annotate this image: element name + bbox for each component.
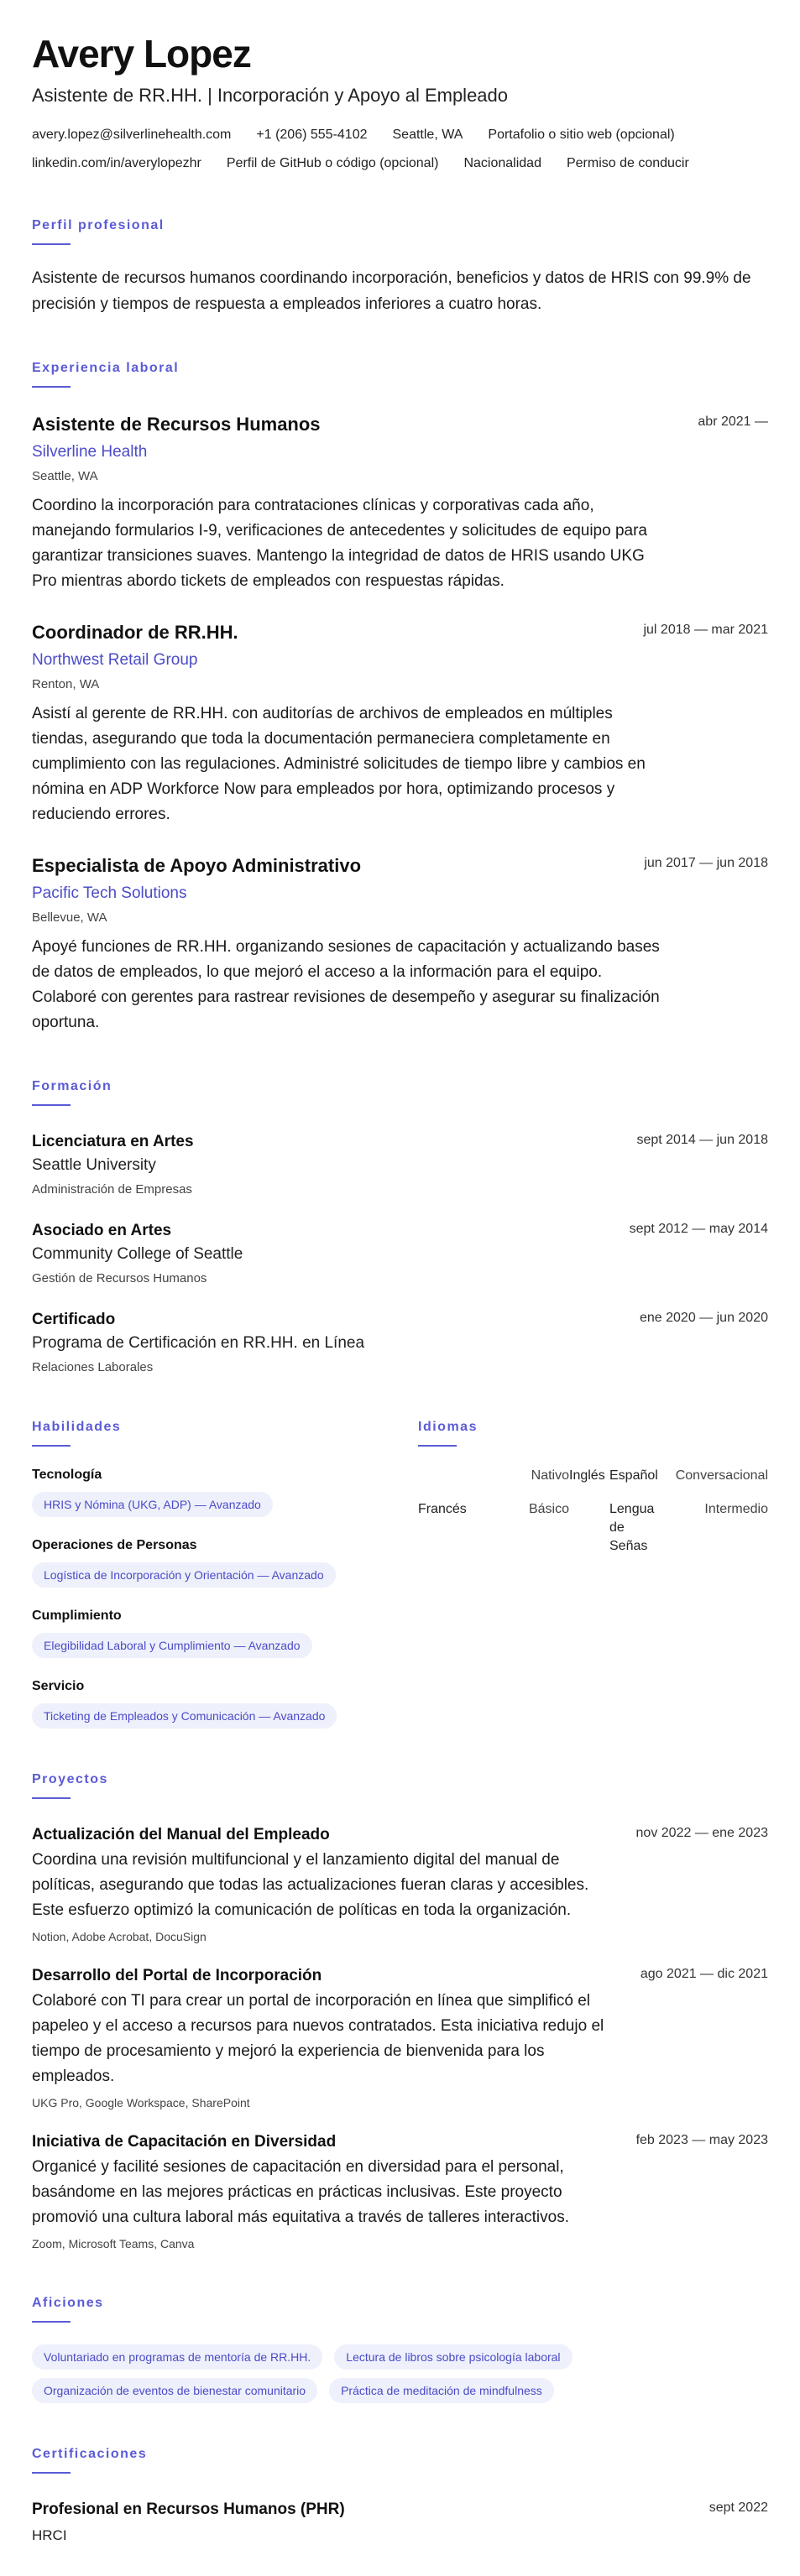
certification-entry — [32, 2499, 768, 2546]
job-company: Pacific Tech Solutions — [32, 884, 187, 902]
job-title: Coordinador de RR.HH. — [32, 622, 238, 643]
education-school: Seattle University — [32, 1156, 156, 1174]
education-field: Administración de Empresas — [32, 1182, 192, 1197]
job-location: Seattle, WA — [32, 469, 98, 483]
section-divider — [32, 2472, 71, 2474]
education-school: Community College of Seattle — [32, 1245, 243, 1263]
section-divider — [32, 1797, 71, 1799]
certification-date: sept 2022 — [708, 2500, 768, 2515]
job-company: Silverline Health — [32, 443, 148, 461]
skills-heading: Habilidades — [32, 1420, 122, 1434]
languages-heading: Idiomas — [418, 1420, 478, 1434]
profile-heading: Perfil profesional — [32, 218, 165, 232]
job-date: jun 2017 — jun 2018 — [644, 856, 768, 870]
job-description: Coordino la incorporación para contrataciones clínicas y corporativas cada año, manejando formularios I-9, verificaciones de antecedentes y solicitudes de equipo para garantizar transiciones suaves. Mantengo la integridad de datos de HRIS usando UKG Pro mientras abordo tickets de empleados con respuestas rápidas. — [32, 497, 647, 590]
education-section — [32, 1079, 768, 1376]
skills-section — [32, 1420, 385, 1729]
project-title: Desarrollo del Portal de Incorporación — [32, 1967, 322, 1984]
job-description: Apoyé funciones de RR.HH. organizando sesiones de capacitación y actualizando bases de datos de empleados, lo que mejoró el acceso a la información para el equipo. Colaboré con gerentes para rastrear revisiones de desempeño y asegurar su finalización oportuna. — [32, 938, 660, 1031]
education-school: Programa de Certificación en RR.HH. en Línea — [32, 1334, 365, 1352]
project-title: Actualización del Manual del Empleado — [32, 1826, 330, 1843]
projects-section — [32, 1772, 768, 2252]
contact-linkedin[interactable]: linkedin.com/in/averylopezhr — [32, 156, 201, 170]
job-entry — [32, 621, 768, 827]
project-entry — [32, 2131, 768, 2252]
job-title: Asistente de Recursos Humanos — [32, 414, 321, 435]
project-description: Coordina una revisión multifuncional y el lanzamiento digital del manual de políticas, asegurando que todas las actualizaciones fueran claras y accesibles. Este esfuerzo optimizó la comunicación de políticas en toda la organización. — [32, 1851, 589, 1919]
languages-list — [418, 1467, 768, 1556]
education-date: sept 2014 — jun 2018 — [636, 1133, 768, 1147]
language-name: Español — [609, 1468, 658, 1483]
contact-phone[interactable]: +1 (206) 555-4102 — [256, 128, 368, 142]
skill-category: Tecnología — [32, 1468, 102, 1482]
education-entry — [32, 1220, 768, 1287]
language-level: Intermedio — [704, 1502, 768, 1516]
candidate-name: Avery Lopez — [32, 32, 251, 76]
hobby-pill: Voluntariado en programas de mentoría de RR.HH. — [32, 2344, 322, 2370]
project-entry — [32, 1824, 768, 1945]
project-tools: Zoom, Microsoft Teams, Canva — [32, 2237, 195, 2250]
contact-portfolio[interactable]: Portafolio o sitio web (opcional) — [488, 128, 675, 142]
language-level: Básico — [528, 1502, 569, 1516]
hobbies-section — [32, 2296, 768, 2403]
contact-driving-license: Permiso de conducir — [566, 156, 689, 170]
education-date: ene 2020 — jun 2020 — [639, 1311, 768, 1325]
language-level: Nativo — [531, 1468, 569, 1483]
project-date: nov 2022 — ene 2023 — [635, 1826, 768, 1840]
hobbies-heading: Aficiones — [32, 2296, 104, 2310]
project-description: Colaboré con TI para crear un portal de incorporación en línea que simplificó el papeleo y el acceso a recursos para nuevos contratados. Esta iniciativa redujo el tiempo de procesamiento y mejoró la experiencia de bienvenida para los empleados. — [32, 1992, 604, 2085]
project-tools: UKG Pro, Google Workspace, SharePoint — [32, 2096, 250, 2109]
languages-section — [418, 1420, 768, 1729]
skill-category: Operaciones de Personas — [32, 1538, 197, 1552]
education-degree: Licenciatura en Artes — [32, 1133, 194, 1150]
hobby-pill: Organización de eventos de bienestar comunitario — [32, 2378, 317, 2403]
project-title: Iniciativa de Capacitación en Diversidad — [32, 2133, 337, 2151]
hobby-pill: Lectura de libros sobre psicología laboral — [334, 2344, 572, 2370]
job-title: Especialista de Apoyo Administrativo — [32, 855, 362, 876]
language-name: Francés — [418, 1502, 467, 1516]
skill-pill: Ticketing de Empleados y Comunicación — Avanzado — [32, 1703, 337, 1729]
contact-nationality: Nacionalidad — [463, 156, 541, 170]
project-date: feb 2023 — may 2023 — [635, 2133, 768, 2147]
education-degree: Asociado en Artes — [32, 1222, 172, 1239]
job-entry — [32, 413, 768, 594]
resume-header — [32, 32, 768, 178]
education-entry — [32, 1309, 768, 1376]
job-entry — [32, 854, 768, 1035]
education-degree: Certificado — [32, 1311, 116, 1328]
skill-category: Cumplimiento — [32, 1609, 122, 1623]
contact-email[interactable]: avery.lopez@silverlinehealth.com — [32, 128, 232, 142]
job-location: Renton, WA — [32, 677, 100, 691]
project-entry — [32, 1965, 768, 2111]
job-description: Asistí al gerente de RR.HH. con auditorías de archivos de empleados en múltiples tiendas, asegurando que toda la documentación permaneciera completamente en cumplimiento con las regulaciones. Administré solicitudes de tiempo libre y cambios en nómina en ADP Workforce Now para empleados por hora, optimizando procesos y reduciendo errores. — [32, 705, 646, 823]
education-field: Relaciones Laborales — [32, 1360, 154, 1374]
skill-pill: HRIS y Nómina (UKG, ADP) — Avanzado — [32, 1492, 273, 1517]
skills-languages-row — [32, 1420, 768, 1729]
skill-category: Servicio — [32, 1679, 85, 1693]
language-level: Conversacional — [675, 1468, 768, 1483]
contact-location: Seattle, WA — [392, 128, 463, 142]
education-date: sept 2012 — may 2014 — [629, 1222, 768, 1236]
certification-name: Profesional en Recursos Humanos (PHR) — [32, 2500, 345, 2518]
job-date: abr 2021 — — [698, 415, 768, 429]
section-divider — [32, 1104, 71, 1106]
hobby-pill: Práctica de meditación de mindfulness — [329, 2378, 554, 2403]
project-description: Organicé y facilité sesiones de capacitación en diversidad para el personal, basándome en las mejores prácticas en prácticas inclusivas. Este proyecto promovió una cultura laboral más equitativa a través de talleres interactivos. — [32, 2158, 569, 2226]
contact-github[interactable]: Perfil de GitHub o código (opcional) — [226, 156, 439, 170]
skill-pill: Logística de Incorporación y Orientación — Avanzado — [32, 1562, 336, 1588]
experience-heading: Experiencia laboral — [32, 361, 180, 375]
language-name: Inglés — [569, 1468, 605, 1483]
experience-section — [32, 361, 768, 1035]
certifications-section — [32, 2447, 768, 2546]
project-date: ago 2021 — dic 2021 — [640, 1967, 768, 1981]
section-divider — [418, 1445, 457, 1447]
section-divider — [32, 243, 71, 245]
job-location: Bellevue, WA — [32, 910, 107, 925]
education-entry — [32, 1131, 768, 1198]
job-company: Northwest Retail Group — [32, 651, 198, 669]
language-name: Lengua de Señas — [609, 1502, 655, 1553]
job-date: jul 2018 — mar 2021 — [643, 623, 768, 637]
profile-summary: Asistente de recursos humanos coordinando incorporación, beneficios y datos de HRIS con 99.9% de precisión y tiempos de respuesta a empleados inferiores a cuatro horas. — [32, 269, 751, 313]
education-field: Gestión de Recursos Humanos — [32, 1271, 207, 1285]
section-divider — [32, 2321, 71, 2323]
skill-pill: Elegibilidad Laboral y Cumplimiento — Avanzado — [32, 1633, 312, 1658]
section-divider — [32, 1445, 71, 1447]
certification-issuer: HRCI — [32, 2527, 67, 2543]
profile-section — [32, 218, 768, 317]
project-tools: Notion, Adobe Acrobat, DocuSign — [32, 1930, 207, 1943]
candidate-headline: Asistente de RR.HH. | Incorporación y Apoyo al Empleado — [32, 85, 509, 106]
certifications-heading: Certificaciones — [32, 2447, 148, 2461]
contact-info — [32, 121, 768, 178]
education-heading: Formación — [32, 1079, 112, 1093]
hobbies-list — [32, 2336, 768, 2403]
section-divider — [32, 386, 71, 388]
projects-heading: Proyectos — [32, 1772, 108, 1786]
